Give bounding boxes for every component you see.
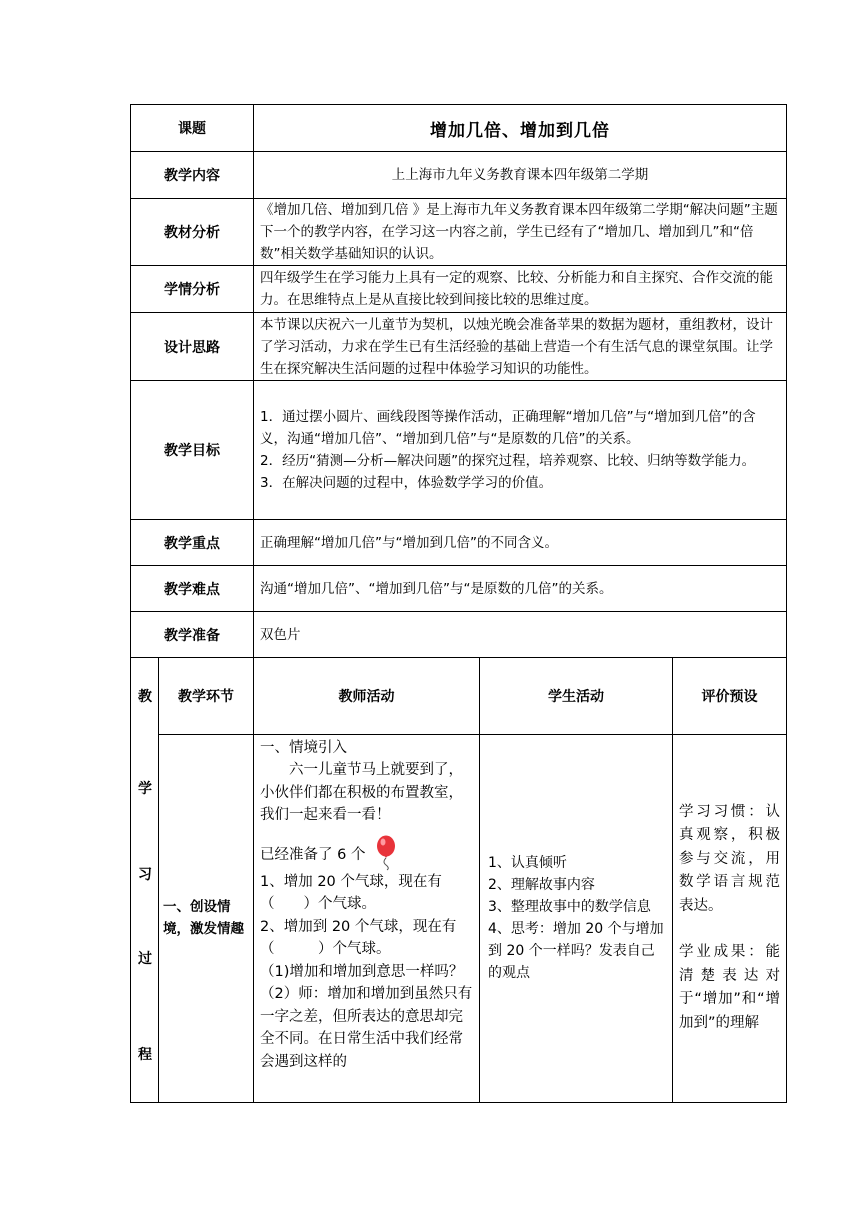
- side-char: 过: [138, 951, 152, 967]
- goal-item: 2．经历“猜测—分析—解决问题”的探究过程，培养观察、比较、归纳等数学能力。: [260, 453, 756, 469]
- side-char: 程: [138, 1047, 152, 1063]
- teacher-line: 已经准备了 6 个: [260, 846, 366, 863]
- side-char: 学: [138, 781, 152, 797]
- side-char: 教: [138, 689, 152, 705]
- key-value: 正确理解“增加几倍”与“增加到几倍”的不同含义。: [254, 520, 787, 566]
- stage1-label: 一、创设情境，激发情趣: [159, 734, 254, 1102]
- header-stage: 教学环节: [159, 658, 254, 734]
- student-line: 2、理解故事内容: [488, 877, 595, 893]
- student-line: 3、整理故事中的数学信息: [488, 899, 651, 915]
- content-value: 上上海市九年义务教育课本四年级第二学期: [254, 152, 787, 199]
- students-label: 学情分析: [131, 266, 254, 313]
- topic-label: 课题: [131, 105, 254, 152]
- lesson-info-table: [130, 104, 787, 658]
- process-side-label: [131, 658, 159, 1102]
- teacher-line: 1、增加 20 个气球，现在有（ ）个气球。: [260, 873, 442, 912]
- student-line: 1、认真倾听: [488, 855, 567, 871]
- row-students: [131, 266, 787, 313]
- teacher-line: 2、增加到 20 个气球，现在有 （ ）个气球。: [260, 918, 471, 957]
- row-goals: [131, 381, 787, 520]
- row-content: [131, 152, 787, 199]
- difficulty-value: 沟通“增加几倍”、“增加到几倍”与“是原数的几倍”的关系。: [254, 566, 787, 612]
- teacher-line: 六一儿童节马上就要到了，小伙伴们都在积极的布置教室，我们一起来看一看！: [260, 762, 463, 823]
- key-label: 教学重点: [131, 520, 254, 566]
- prep-value: 双色片: [254, 612, 787, 658]
- eval-paragraph: 学习习惯：认真观察，积极参与交流，用数学语言规范表达。: [679, 803, 780, 914]
- student-activity: [480, 734, 673, 1102]
- goals-value: [254, 381, 787, 520]
- process-table: [130, 658, 787, 1103]
- header-eval: 评价预设: [673, 658, 787, 734]
- process-header-row: [131, 658, 787, 734]
- row-difficulty: [131, 566, 787, 612]
- eval-paragraph: 学业成果：能清楚表达对于“增加”和“增加到”的理解: [679, 944, 780, 1031]
- difficulty-label: 教学难点: [131, 566, 254, 612]
- students-value: 四年级学生在学习能力上具有一定的观察、比较、分析能力和自主探究、合作交流的能力。在思维特点上是从直接比较到间接比较的思维过度。: [254, 266, 787, 313]
- row-prep: [131, 612, 787, 658]
- material-value: 《增加几倍、增加到几倍 》是上海市九年义务教育课本四年级第二学期“解决问题”主题下一个的教学内容，在学习这一内容之前，学生已经有了“增加几、增加到几”和“倍数”相关数学基础知识的认识。: [254, 199, 787, 266]
- goal-item: 3．在解决问题的过程中，体验数学学习的价值。: [260, 475, 553, 491]
- content-label: 教学内容: [131, 152, 254, 199]
- row-design: [131, 313, 787, 381]
- goals-label: 教学目标: [131, 381, 254, 520]
- topic-value: 增加几倍、增加到几倍: [254, 105, 787, 152]
- header-teacher: 教师活动: [254, 658, 480, 734]
- teacher-line: （1)增加和增加到意思一样吗？: [260, 963, 464, 980]
- student-line: 4、思考：增加 20 个与增加到 20 个一样吗？发表自己的观点: [488, 921, 664, 981]
- process-row-stage1: [131, 734, 787, 1102]
- teacher-line: （2）师：增加和增加到虽然只有一字之差，但所表达的意思却完全不同。在日常生活中我们经常会遇到这样的: [260, 986, 473, 1070]
- side-char: 习: [138, 867, 152, 883]
- row-material: [131, 199, 787, 266]
- prep-label: 教学准备: [131, 612, 254, 658]
- lesson-plan: [130, 104, 786, 1103]
- design-value: 本节课以庆祝六一儿童节为契机，以烛光晚会准备苹果的数据为题材，重组教材，设计了学习活动，力求在学生已有生活经验的基础上营造一个有生活气息的课堂氛围。让学生在探究解决生活问题的过程中体验学习知识的功能性。: [254, 313, 787, 381]
- evaluation: [673, 734, 787, 1102]
- row-topic: [131, 105, 787, 152]
- teacher-activity: [254, 734, 480, 1102]
- header-student: 学生活动: [480, 658, 673, 734]
- row-key: [131, 520, 787, 566]
- balloon-icon: [376, 835, 398, 871]
- design-label: 设计思路: [131, 313, 254, 381]
- goal-item: 1．通过摆小圆片、画线段图等操作活动，正确理解“增加几倍”与“增加到几倍”的含义，沟通“增加几倍”、“增加到几倍”与“是原数的几倍”的关系。: [260, 409, 756, 447]
- teacher-balloon-line: [260, 835, 473, 871]
- teacher-line: 一、情境引入: [260, 739, 347, 756]
- material-label: 教材分析: [131, 199, 254, 266]
